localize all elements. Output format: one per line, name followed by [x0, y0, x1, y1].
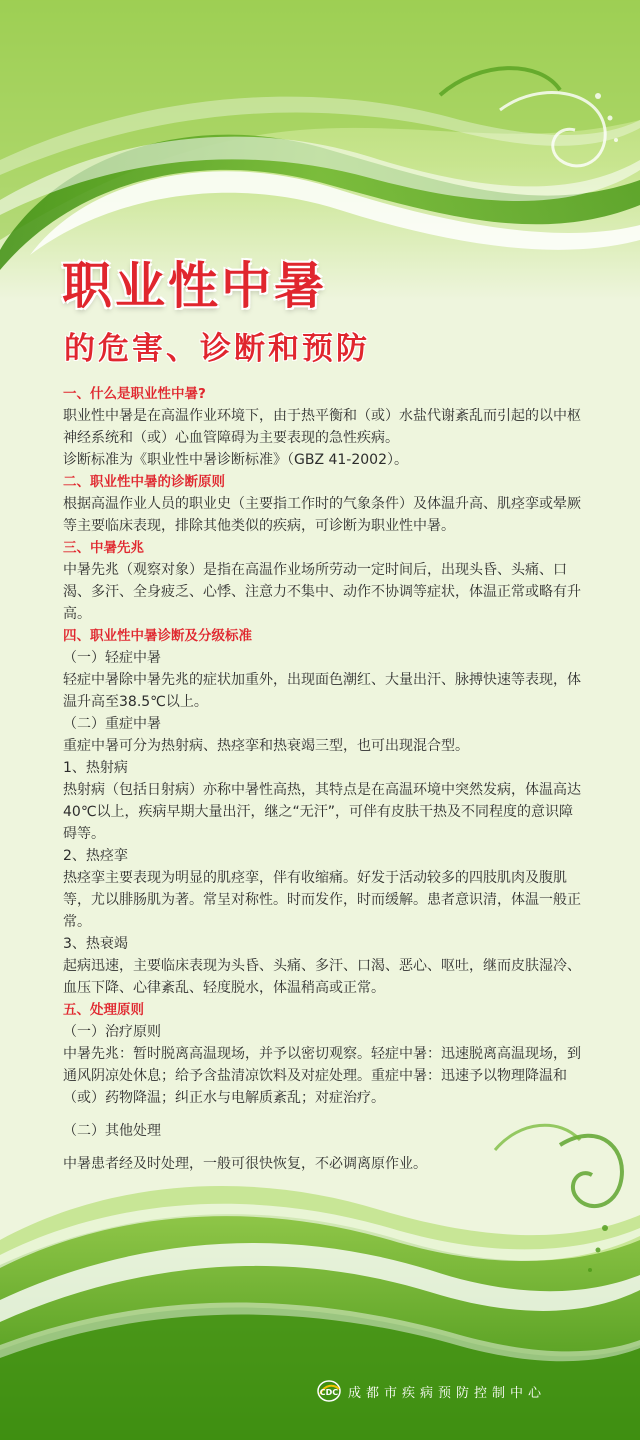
page-subtitle: 的危害、诊断和预防 — [64, 331, 370, 367]
section-heading: 三、中暑先兆 — [63, 540, 144, 556]
paragraph: （二）重症中暑 — [63, 716, 161, 732]
paragraph: 2、热痉挛 — [63, 848, 128, 864]
section-heading: 一、什么是职业性中暑? — [63, 386, 206, 402]
paragraph: 中暑先兆（观察对象）是指在高温作业场所劳动一定时间后，出现头昏、头痛、口渴、多汗、全身疲乏、心悸、注意力不集中、动作不协调等症状，体温正常或略有升高。 — [63, 562, 581, 622]
paragraph: 中暑先兆：暂时脱离高温现场，并予以密切观察。轻症中暑：迅速脱离高温现场，到通风阴凉处休息；给予含盐清凉饮料及对症处理。重症中暑：迅速予以物理降温和（或）药物降温；纠正水与电解质紊乱；对症治疗。 — [63, 1046, 581, 1106]
section-heading: 四、职业性中暑诊断及分级标准 — [63, 628, 252, 644]
paragraph: （一）治疗原则 — [63, 1024, 161, 1040]
paragraph: 热射病（包括日射病）亦称中暑性高热，其特点是在高温环境中突然发病，体温高达40℃以上，疾病早期大量出汗，继之“无汗”，可伴有皮肤干热及不同程度的意识障碍等。 — [63, 782, 581, 842]
paragraph: （二）其他处理 — [63, 1123, 161, 1139]
paragraph: 诊断标准为《职业性中暑诊断标准》（GBZ 41-2002）。 — [63, 452, 408, 468]
paragraph: 起病迅速，主要临床表现为头昏、头痛、多汗、口渴、恶心、呕吐，继而皮肤湿冷、血压下降、心律紊乱、轻度脱水，体温稍高或正常。 — [63, 958, 581, 996]
paragraph: 3、热衰竭 — [63, 936, 128, 952]
section-heading: 五、处理原则 — [63, 1002, 144, 1018]
article-body — [63, 383, 583, 1175]
paragraph: 中暑患者经及时处理，一般可很快恢复，不必调离原作业。 — [63, 1156, 427, 1172]
cdc-logo-icon — [316, 1379, 342, 1403]
footer — [316, 1379, 546, 1403]
paragraph: 热痉挛主要表现为明显的肌痉挛，伴有收缩痛。好发于活动较多的四肢肌肉及腹肌等，尤以腓肠肌为著。常呈对称性。时而发作，时而缓解。患者意识清，体温一般正常。 — [63, 870, 581, 930]
paragraph: 轻症中暑除中暑先兆的症状加重外，出现面色潮红、大量出汗、脉搏快速等表现，体温升高至38.5℃以上。 — [63, 672, 581, 710]
section-heading: 二、职业性中暑的诊断原则 — [63, 474, 225, 490]
page-title: 职业性中暑 — [62, 257, 327, 315]
paragraph: （一）轻症中暑 — [63, 650, 161, 666]
paragraph: 根据高温作业人员的职业史（主要指工作时的气象条件）及体温升高、肌痉挛或晕厥等主要临床表现，排除其他类似的疾病，可诊断为职业性中暑。 — [63, 496, 581, 534]
paragraph: 职业性中暑是在高温作业环境下，由于热平衡和（或）水盐代谢紊乱而引起的以中枢神经系统和（或）心血管障碍为主要表现的急性疾病。 — [63, 408, 581, 446]
cdc-logo-text: CDC — [319, 1388, 339, 1397]
paragraph: 重症中暑可分为热射病、热痉挛和热衰竭三型，也可出现混合型。 — [63, 738, 469, 754]
paragraph: 1、热射病 — [63, 760, 128, 776]
organization-name: 成都市疾病预防控制中心 — [348, 1385, 547, 1401]
